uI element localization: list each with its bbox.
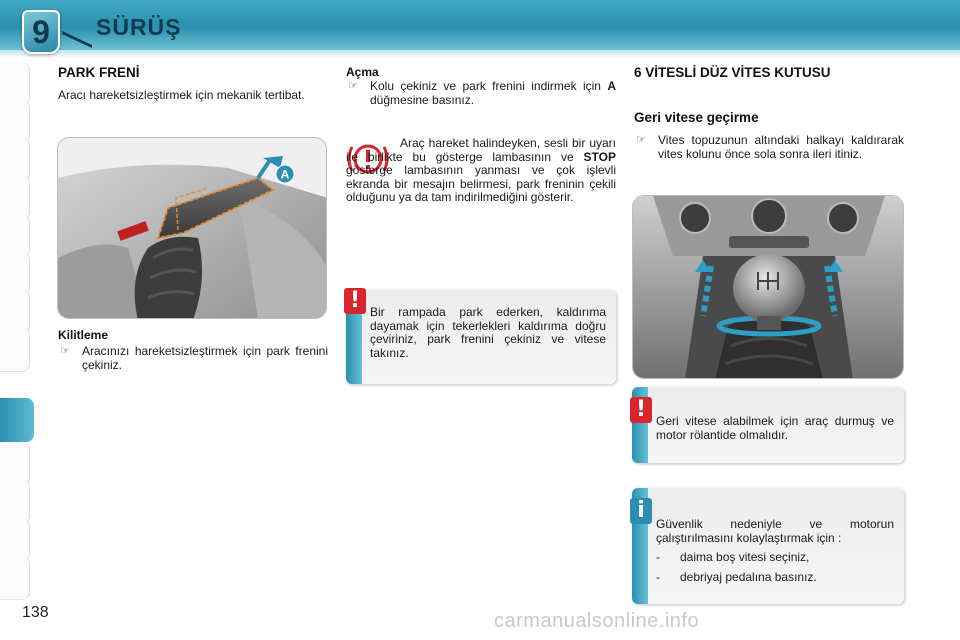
lock-instruction <box>56 345 328 372</box>
release-heading: Açma <box>346 65 379 79</box>
chapter-tabs <box>0 62 34 582</box>
handbrake-photo <box>57 137 327 319</box>
reverse-warning-note <box>632 387 904 463</box>
info-icon: i <box>630 498 652 524</box>
chapter-tab[interactable] <box>0 328 30 372</box>
brake-warning-text <box>346 137 616 205</box>
reverse-text: Vites topuzunun altındaki halkayı kaldırarak vites kolunu önce sola sonra ileri itiniz. <box>658 133 904 161</box>
release-text-pre: Kolu çekiniz ve park frenini indirmek için <box>370 79 608 93</box>
hand-pointer-icon: ☞ <box>636 134 646 146</box>
list-item <box>656 551 894 565</box>
brake-warning-pre: Araç hareket halindeyken, sesli bir uyarı ile birlikte bu gösterge lambasının ve <box>346 136 616 164</box>
release-key: A <box>607 79 616 93</box>
safety-item-text: debriyaj pedalına basınız. <box>680 569 817 584</box>
hand-pointer-icon: ☞ <box>60 345 70 357</box>
hand-pointer-icon: ☞ <box>348 80 358 92</box>
safety-info-note <box>632 488 904 604</box>
lock-text: Aracınızı hareketsizleştirmek için park frenini çekiniz. <box>82 344 328 372</box>
dash-marker: - <box>656 550 660 564</box>
parking-slope-warning-text: Bir rampada park ederken, kaldırıma dayamak için tekerlekleri kaldırıma doğru çeviriniz, park frenini çekiniz ve vitese takınız. <box>370 305 606 360</box>
park-brake-intro: Aracı hareketsizleştirmek için mekanik tertibat. <box>58 88 305 102</box>
parking-slope-warning-note <box>346 290 616 384</box>
park-brake-heading: PARK FRENİ <box>58 65 140 80</box>
page-title: SÜRÜŞ <box>96 14 182 40</box>
safety-info-intro: Güvenlik nedeniyle ve motorun çalıştırılmasını kolaylaştırmak için : <box>656 517 894 545</box>
chapter-badge: 9 <box>22 10 60 54</box>
button-a-label: A <box>280 167 290 182</box>
reverse-instruction <box>632 134 904 161</box>
header-fade <box>0 50 960 58</box>
lock-heading: Kilitleme <box>58 328 109 342</box>
page-number: 138 <box>22 604 49 621</box>
gearbox-heading: 6 VİTESLİ DÜZ VİTES KUTUSU <box>634 65 831 80</box>
release-instruction <box>344 80 616 107</box>
handbrake-illustration <box>58 138 327 319</box>
list-item <box>656 571 894 585</box>
chapter-tab-active[interactable] <box>0 398 34 442</box>
gear-lever-illustration <box>633 196 904 379</box>
safety-info-body <box>656 518 894 584</box>
reverse-warning-text: Geri vitese alabilmek için araç durmuş ve motor rölantide olmalıdır. <box>656 414 894 442</box>
reverse-heading: Geri vitese geçirme <box>634 110 759 125</box>
brake-warning-post: gösterge lambasının yanması ve çok işlevli ekranda bir mesajın belirmesi, park freninin çekili olduğunu ya da tam indirilmediğini gösterir. <box>346 163 616 204</box>
release-text-post: düğmesine basınız. <box>370 92 475 107</box>
watermark: carmanualsonline.info <box>494 610 700 632</box>
brake-warning-key: STOP <box>583 149 616 164</box>
exclamation-icon: ! <box>630 397 652 423</box>
chapter-tab[interactable] <box>0 556 30 600</box>
dash-marker: - <box>656 569 660 584</box>
gear-lever-photo <box>632 195 904 379</box>
safety-item-text: daima boş vitesi seçiniz, <box>680 550 810 564</box>
exclamation-icon: ! <box>344 288 366 314</box>
